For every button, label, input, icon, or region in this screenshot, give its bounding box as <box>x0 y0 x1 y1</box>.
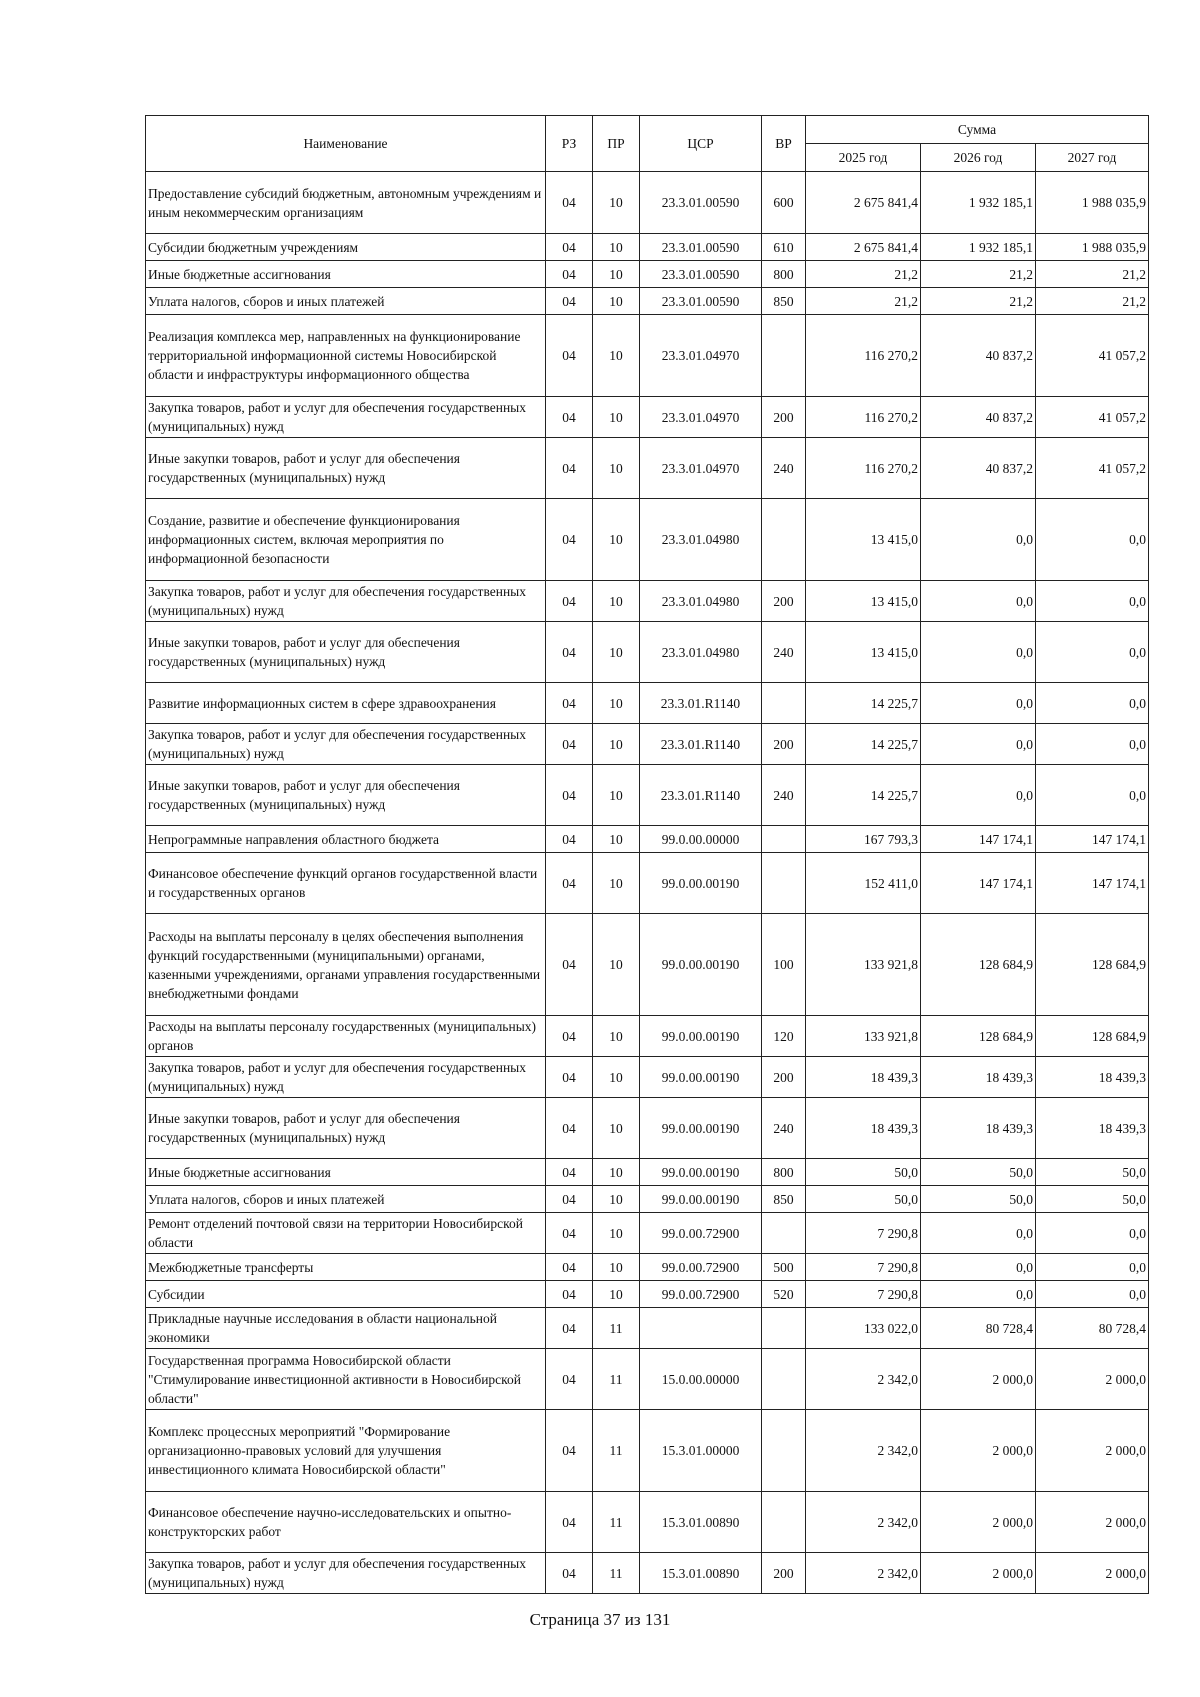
row-sum-2025: 18 439,3 <box>806 1057 921 1098</box>
header-sum: Сумма <box>806 116 1149 144</box>
row-pr: 10 <box>593 499 640 581</box>
row-sum-2026: 0,0 <box>921 765 1036 826</box>
table-row <box>146 172 1149 234</box>
row-rz: 04 <box>546 1553 593 1594</box>
row-csr: 99.0.00.00190 <box>640 1186 762 1213</box>
row-sum-2026: 0,0 <box>921 1213 1036 1254</box>
row-pr: 11 <box>593 1410 640 1492</box>
row-sum-2026: 0,0 <box>921 499 1036 581</box>
row-csr: 99.0.00.72900 <box>640 1281 762 1308</box>
row-sum-2026: 40 837,2 <box>921 315 1036 397</box>
table-row <box>146 1159 1149 1186</box>
table-row <box>146 1213 1149 1254</box>
row-pr: 10 <box>593 914 640 1016</box>
row-csr: 99.0.00.72900 <box>640 1213 762 1254</box>
row-vr: 240 <box>762 622 806 683</box>
row-sum-2027: 128 684,9 <box>1036 1016 1149 1057</box>
row-csr: 99.0.00.72900 <box>640 1254 762 1281</box>
row-csr: 23.3.01.04980 <box>640 581 762 622</box>
table-row <box>146 1492 1149 1553</box>
row-sum-2027: 0,0 <box>1036 724 1149 765</box>
table-row <box>146 499 1149 581</box>
table-row <box>146 234 1149 261</box>
row-vr: 800 <box>762 261 806 288</box>
header-year-2025: 2025 год <box>806 144 921 172</box>
row-sum-2025: 152 411,0 <box>806 853 921 914</box>
row-name: Уплата налогов, сборов и иных платежей <box>146 1186 546 1213</box>
row-sum-2027: 1 988 035,9 <box>1036 172 1149 234</box>
row-rz: 04 <box>546 1098 593 1159</box>
row-name: Создание, развитие и обеспечение функционирования информационных систем, включая мероприятия по информационной безопасности <box>146 499 546 581</box>
row-sum-2026: 147 174,1 <box>921 826 1036 853</box>
table-row <box>146 724 1149 765</box>
row-csr: 15.3.01.00000 <box>640 1410 762 1492</box>
row-rz: 04 <box>546 261 593 288</box>
row-rz: 04 <box>546 234 593 261</box>
table-row <box>146 397 1149 438</box>
row-vr: 200 <box>762 581 806 622</box>
row-sum-2025: 7 290,8 <box>806 1213 921 1254</box>
table-row <box>146 315 1149 397</box>
row-rz: 04 <box>546 172 593 234</box>
row-sum-2025: 13 415,0 <box>806 622 921 683</box>
row-sum-2026: 147 174,1 <box>921 853 1036 914</box>
row-rz: 04 <box>546 1254 593 1281</box>
row-pr: 11 <box>593 1492 640 1553</box>
row-name: Закупка товаров, работ и услуг для обеспечения государственных (муниципальных) нужд <box>146 1057 546 1098</box>
row-vr: 240 <box>762 765 806 826</box>
row-sum-2026: 0,0 <box>921 683 1036 724</box>
row-csr: 23.3.01.00590 <box>640 172 762 234</box>
row-sum-2025: 133 921,8 <box>806 914 921 1016</box>
row-sum-2025: 2 342,0 <box>806 1553 921 1594</box>
row-vr: 200 <box>762 724 806 765</box>
table-row <box>146 581 1149 622</box>
row-pr: 10 <box>593 1016 640 1057</box>
row-csr: 99.0.00.00000 <box>640 826 762 853</box>
row-pr: 10 <box>593 315 640 397</box>
row-sum-2026: 0,0 <box>921 581 1036 622</box>
row-csr: 99.0.00.00190 <box>640 1016 762 1057</box>
row-sum-2025: 18 439,3 <box>806 1098 921 1159</box>
row-sum-2027: 2 000,0 <box>1036 1410 1149 1492</box>
row-name: Уплата налогов, сборов и иных платежей <box>146 288 546 315</box>
row-sum-2027: 0,0 <box>1036 622 1149 683</box>
row-vr: 240 <box>762 1098 806 1159</box>
row-csr <box>640 1308 762 1349</box>
row-csr: 99.0.00.00190 <box>640 1057 762 1098</box>
row-sum-2026: 40 837,2 <box>921 438 1036 499</box>
row-sum-2025: 13 415,0 <box>806 499 921 581</box>
table-row <box>146 1057 1149 1098</box>
row-pr: 10 <box>593 234 640 261</box>
row-vr <box>762 499 806 581</box>
row-name: Финансовое обеспечение научно-исследовательских и опытно-конструкторских работ <box>146 1492 546 1553</box>
row-vr: 800 <box>762 1159 806 1186</box>
row-sum-2026: 0,0 <box>921 724 1036 765</box>
row-csr: 23.3.01.04970 <box>640 438 762 499</box>
row-sum-2027: 147 174,1 <box>1036 853 1149 914</box>
header-row <box>146 116 1149 144</box>
row-rz: 04 <box>546 1349 593 1410</box>
row-csr: 23.3.01.00590 <box>640 234 762 261</box>
row-rz: 04 <box>546 622 593 683</box>
row-sum-2027: 41 057,2 <box>1036 397 1149 438</box>
budget-table <box>145 115 1149 1594</box>
row-sum-2027: 21,2 <box>1036 261 1149 288</box>
row-name: Ремонт отделений почтовой связи на территории Новосибирской области <box>146 1213 546 1254</box>
row-rz: 04 <box>546 288 593 315</box>
row-rz: 04 <box>546 1159 593 1186</box>
row-sum-2027: 80 728,4 <box>1036 1308 1149 1349</box>
row-sum-2027: 0,0 <box>1036 765 1149 826</box>
header-name: Наименование <box>146 116 546 172</box>
row-name: Субсидии бюджетным учреждениям <box>146 234 546 261</box>
row-rz: 04 <box>546 1057 593 1098</box>
row-sum-2025: 14 225,7 <box>806 724 921 765</box>
row-rz: 04 <box>546 724 593 765</box>
row-sum-2026: 128 684,9 <box>921 914 1036 1016</box>
row-pr: 10 <box>593 397 640 438</box>
row-csr: 99.0.00.00190 <box>640 1159 762 1186</box>
row-sum-2026: 50,0 <box>921 1186 1036 1213</box>
row-sum-2025: 7 290,8 <box>806 1281 921 1308</box>
row-sum-2027: 2 000,0 <box>1036 1349 1149 1410</box>
row-name: Развитие информационных систем в сфере здравоохранения <box>146 683 546 724</box>
row-pr: 10 <box>593 438 640 499</box>
row-name: Предоставление субсидий бюджетным, автономным учреждениям и иным некоммерческим организациям <box>146 172 546 234</box>
row-rz: 04 <box>546 1308 593 1349</box>
row-pr: 11 <box>593 1349 640 1410</box>
row-rz: 04 <box>546 826 593 853</box>
row-sum-2025: 2 675 841,4 <box>806 172 921 234</box>
row-csr: 23.3.01.04980 <box>640 499 762 581</box>
row-name: Межбюджетные трансферты <box>146 1254 546 1281</box>
row-csr: 23.3.01.00590 <box>640 261 762 288</box>
row-vr <box>762 1308 806 1349</box>
row-sum-2027: 0,0 <box>1036 1213 1149 1254</box>
page-number: Страница 37 из 131 <box>529 1610 671 1629</box>
row-sum-2027: 2 000,0 <box>1036 1492 1149 1553</box>
row-sum-2027: 41 057,2 <box>1036 315 1149 397</box>
row-csr: 23.3.01.R1140 <box>640 724 762 765</box>
row-pr: 10 <box>593 172 640 234</box>
row-sum-2025: 133 921,8 <box>806 1016 921 1057</box>
row-sum-2026: 0,0 <box>921 1254 1036 1281</box>
row-vr: 120 <box>762 1016 806 1057</box>
row-vr: 610 <box>762 234 806 261</box>
row-sum-2026: 2 000,0 <box>921 1553 1036 1594</box>
row-sum-2027: 2 000,0 <box>1036 1553 1149 1594</box>
row-rz: 04 <box>546 499 593 581</box>
row-pr: 10 <box>593 853 640 914</box>
row-csr: 23.3.01.04980 <box>640 622 762 683</box>
row-sum-2026: 21,2 <box>921 261 1036 288</box>
table-row <box>146 1281 1149 1308</box>
table-row <box>146 1308 1149 1349</box>
row-csr: 15.3.01.00890 <box>640 1492 762 1553</box>
row-sum-2026: 80 728,4 <box>921 1308 1036 1349</box>
row-vr <box>762 1213 806 1254</box>
header-rz: РЗ <box>546 116 593 172</box>
row-sum-2025: 116 270,2 <box>806 397 921 438</box>
row-sum-2027: 18 439,3 <box>1036 1098 1149 1159</box>
row-vr: 850 <box>762 1186 806 1213</box>
header-year-2026: 2026 год <box>921 144 1036 172</box>
row-sum-2027: 41 057,2 <box>1036 438 1149 499</box>
header-year-2027: 2027 год <box>1036 144 1149 172</box>
row-rz: 04 <box>546 1410 593 1492</box>
table-row <box>146 1098 1149 1159</box>
row-rz: 04 <box>546 1186 593 1213</box>
row-sum-2025: 2 342,0 <box>806 1349 921 1410</box>
header-vr: ВР <box>762 116 806 172</box>
row-pr: 10 <box>593 765 640 826</box>
row-name: Расходы на выплаты персоналу в целях обеспечения выполнения функций государственными (муниципальными) органами, казенными учреждениями, органами управления государственными внебюджетными фондами <box>146 914 546 1016</box>
row-pr: 10 <box>593 1098 640 1159</box>
row-sum-2026: 18 439,3 <box>921 1098 1036 1159</box>
row-pr: 10 <box>593 1281 640 1308</box>
row-sum-2027: 0,0 <box>1036 1254 1149 1281</box>
row-sum-2025: 2 675 841,4 <box>806 234 921 261</box>
row-csr: 23.3.01.R1140 <box>640 683 762 724</box>
row-name: Непрограммные направления областного бюджета <box>146 826 546 853</box>
row-rz: 04 <box>546 1281 593 1308</box>
row-name: Иные закупки товаров, работ и услуг для обеспечения государственных (муниципальных) нужд <box>146 765 546 826</box>
row-sum-2027: 50,0 <box>1036 1186 1149 1213</box>
row-csr: 23.3.01.04970 <box>640 315 762 397</box>
row-vr: 850 <box>762 288 806 315</box>
row-name: Закупка товаров, работ и услуг для обеспечения государственных (муниципальных) нужд <box>146 581 546 622</box>
row-rz: 04 <box>546 397 593 438</box>
row-pr: 10 <box>593 1186 640 1213</box>
row-name: Закупка товаров, работ и услуг для обеспечения государственных (муниципальных) нужд <box>146 724 546 765</box>
row-vr: 200 <box>762 1057 806 1098</box>
row-sum-2027: 50,0 <box>1036 1159 1149 1186</box>
row-name: Реализация комплекса мер, направленных на функционирование территориальной информационной системы Новосибирской области и инфраструктуры информационного общества <box>146 315 546 397</box>
row-sum-2025: 167 793,3 <box>806 826 921 853</box>
row-sum-2025: 116 270,2 <box>806 315 921 397</box>
table-row <box>146 622 1149 683</box>
row-csr: 15.3.01.00890 <box>640 1553 762 1594</box>
row-vr <box>762 853 806 914</box>
row-pr: 10 <box>593 683 640 724</box>
row-vr: 500 <box>762 1254 806 1281</box>
row-sum-2027: 1 988 035,9 <box>1036 234 1149 261</box>
row-rz: 04 <box>546 1016 593 1057</box>
row-vr: 600 <box>762 172 806 234</box>
row-name: Закупка товаров, работ и услуг для обеспечения государственных (муниципальных) нужд <box>146 1553 546 1594</box>
row-csr: 99.0.00.00190 <box>640 1098 762 1159</box>
table-row <box>146 914 1149 1016</box>
row-name: Субсидии <box>146 1281 546 1308</box>
row-sum-2025: 21,2 <box>806 288 921 315</box>
row-name: Государственная программа Новосибирской области "Стимулирование инвестиционной активности в Новосибирской области" <box>146 1349 546 1410</box>
row-csr: 23.3.01.04970 <box>640 397 762 438</box>
row-csr: 99.0.00.00190 <box>640 853 762 914</box>
table-row <box>146 261 1149 288</box>
row-sum-2025: 116 270,2 <box>806 438 921 499</box>
row-name: Закупка товаров, работ и услуг для обеспечения государственных (муниципальных) нужд <box>146 397 546 438</box>
row-sum-2026: 0,0 <box>921 622 1036 683</box>
table-row <box>146 853 1149 914</box>
row-rz: 04 <box>546 581 593 622</box>
row-sum-2026: 128 684,9 <box>921 1016 1036 1057</box>
row-sum-2025: 2 342,0 <box>806 1410 921 1492</box>
row-vr: 200 <box>762 397 806 438</box>
row-csr: 15.0.00.00000 <box>640 1349 762 1410</box>
row-sum-2027: 0,0 <box>1036 1281 1149 1308</box>
row-rz: 04 <box>546 438 593 499</box>
table-row <box>146 765 1149 826</box>
table-row <box>146 826 1149 853</box>
row-sum-2026: 1 932 185,1 <box>921 234 1036 261</box>
table-row <box>146 1553 1149 1594</box>
row-pr: 10 <box>593 724 640 765</box>
row-name: Комплекс процессных мероприятий "Формирование организационно-правовых условий для улучшения инвестиционного климата Новосибирской области" <box>146 1410 546 1492</box>
row-pr: 10 <box>593 622 640 683</box>
row-name: Иные закупки товаров, работ и услуг для обеспечения государственных (муниципальных) нужд <box>146 622 546 683</box>
table-body <box>146 172 1149 1594</box>
row-sum-2026: 18 439,3 <box>921 1057 1036 1098</box>
row-rz: 04 <box>546 1213 593 1254</box>
row-vr <box>762 1410 806 1492</box>
header-csr: ЦСР <box>640 116 762 172</box>
row-sum-2027: 0,0 <box>1036 499 1149 581</box>
table-row <box>146 683 1149 724</box>
table-row <box>146 1186 1149 1213</box>
row-sum-2026: 21,2 <box>921 288 1036 315</box>
row-sum-2025: 14 225,7 <box>806 683 921 724</box>
row-pr: 10 <box>593 1254 640 1281</box>
row-pr: 10 <box>593 261 640 288</box>
row-sum-2025: 133 022,0 <box>806 1308 921 1349</box>
row-sum-2026: 2 000,0 <box>921 1349 1036 1410</box>
table-row <box>146 288 1149 315</box>
table-row <box>146 1254 1149 1281</box>
row-vr <box>762 1492 806 1553</box>
row-name: Прикладные научные исследования в области национальной экономики <box>146 1308 546 1349</box>
header-pr: ПР <box>593 116 640 172</box>
row-sum-2026: 2 000,0 <box>921 1492 1036 1553</box>
row-vr <box>762 826 806 853</box>
row-rz: 04 <box>546 315 593 397</box>
row-sum-2027: 21,2 <box>1036 288 1149 315</box>
row-csr: 23.3.01.00590 <box>640 288 762 315</box>
row-sum-2027: 128 684,9 <box>1036 914 1149 1016</box>
row-rz: 04 <box>546 853 593 914</box>
row-vr: 100 <box>762 914 806 1016</box>
row-vr: 240 <box>762 438 806 499</box>
row-pr: 10 <box>593 1159 640 1186</box>
row-sum-2027: 18 439,3 <box>1036 1057 1149 1098</box>
row-sum-2027: 147 174,1 <box>1036 826 1149 853</box>
row-sum-2027: 0,0 <box>1036 683 1149 724</box>
row-sum-2025: 21,2 <box>806 261 921 288</box>
row-pr: 11 <box>593 1308 640 1349</box>
table-row <box>146 438 1149 499</box>
row-pr: 11 <box>593 1553 640 1594</box>
row-pr: 10 <box>593 1057 640 1098</box>
row-sum-2025: 50,0 <box>806 1186 921 1213</box>
table-row <box>146 1410 1149 1492</box>
row-rz: 04 <box>546 914 593 1016</box>
row-sum-2025: 13 415,0 <box>806 581 921 622</box>
row-name: Иные закупки товаров, работ и услуг для обеспечения государственных (муниципальных) нужд <box>146 438 546 499</box>
row-sum-2026: 1 932 185,1 <box>921 172 1036 234</box>
row-sum-2026: 40 837,2 <box>921 397 1036 438</box>
row-name: Иные бюджетные ассигнования <box>146 1159 546 1186</box>
row-sum-2026: 2 000,0 <box>921 1410 1036 1492</box>
row-vr <box>762 683 806 724</box>
table-row <box>146 1349 1149 1410</box>
row-name: Иные бюджетные ассигнования <box>146 261 546 288</box>
row-vr <box>762 1349 806 1410</box>
row-vr <box>762 315 806 397</box>
row-rz: 04 <box>546 683 593 724</box>
row-sum-2026: 50,0 <box>921 1159 1036 1186</box>
row-name: Финансовое обеспечение функций органов государственной власти и государственных органов <box>146 853 546 914</box>
row-sum-2026: 0,0 <box>921 1281 1036 1308</box>
row-pr: 10 <box>593 1213 640 1254</box>
row-name: Иные закупки товаров, работ и услуг для обеспечения государственных (муниципальных) нужд <box>146 1098 546 1159</box>
row-pr: 10 <box>593 288 640 315</box>
row-rz: 04 <box>546 765 593 826</box>
row-sum-2025: 50,0 <box>806 1159 921 1186</box>
row-sum-2025: 14 225,7 <box>806 765 921 826</box>
row-vr: 520 <box>762 1281 806 1308</box>
row-vr: 200 <box>762 1553 806 1594</box>
row-csr: 23.3.01.R1140 <box>640 765 762 826</box>
row-pr: 10 <box>593 581 640 622</box>
row-name: Расходы на выплаты персоналу государственных (муниципальных) органов <box>146 1016 546 1057</box>
row-pr: 10 <box>593 826 640 853</box>
row-rz: 04 <box>546 1492 593 1553</box>
row-sum-2025: 7 290,8 <box>806 1254 921 1281</box>
table-row <box>146 1016 1149 1057</box>
row-csr: 99.0.00.00190 <box>640 914 762 1016</box>
row-sum-2027: 0,0 <box>1036 581 1149 622</box>
row-sum-2025: 2 342,0 <box>806 1492 921 1553</box>
